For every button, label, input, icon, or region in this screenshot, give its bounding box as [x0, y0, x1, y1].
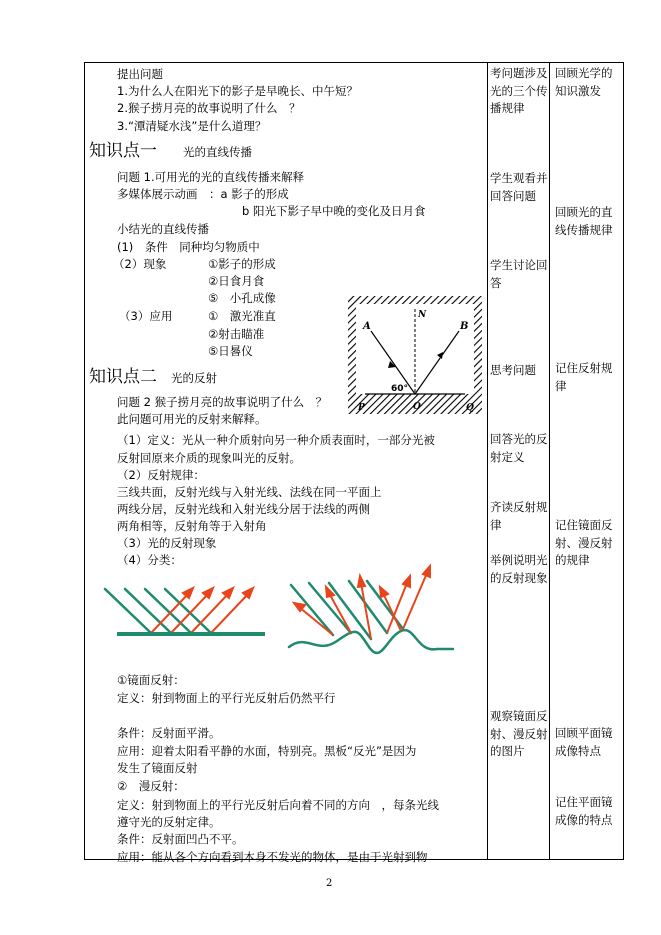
lesson-table: [84, 62, 624, 864]
text-line: 多媒体展示动画 ：a 影子的形成: [117, 187, 289, 201]
design-intent-6: 记住平面镜成像的特点: [555, 795, 613, 827]
text-line: 小结光的直线传播: [117, 222, 209, 236]
text-line: （4）分类：: [117, 553, 182, 567]
reflection-diagram: [347, 295, 483, 415]
label-n: N: [418, 310, 427, 320]
section-title-1: 光的直线传播: [183, 145, 252, 159]
text-line: 提出问题: [117, 67, 163, 81]
text-line: ②射击瞄准: [208, 327, 265, 341]
text-line: （3）光的反射现象: [117, 536, 217, 550]
text-line: 3.“潭清疑水浅”是什么道理？: [117, 119, 267, 133]
label-b: B: [460, 321, 469, 332]
text-line: 1.为什么人在阳光下的影子是早晚长、中午短？: [117, 84, 358, 98]
text-line: 发生了镜面反射: [117, 761, 198, 775]
student-activity-6: 齐读反射规律: [490, 500, 548, 532]
text-line: 条件：反射面凹凸不平。: [117, 832, 244, 846]
column-divider-1: [487, 63, 488, 859]
text-line: 定义：射到物面上的平行光反射后向着不同的方向 ，每条光线: [117, 798, 439, 812]
text-line: ⑤日晷仪: [208, 344, 253, 358]
text-line: 遵守光的反射定律。: [117, 815, 221, 829]
section-title-2: 光的反射: [171, 371, 217, 385]
student-activity-5: 回答光的反射定义: [490, 432, 548, 464]
text-line: 定义：射到物面上的平行光反射后仍然平行: [117, 691, 336, 705]
text-line: 条件：反射面平滑。: [117, 726, 221, 740]
text-line: 两角相等，反射角等于入射角: [117, 519, 267, 533]
smooth-surface: [117, 632, 265, 636]
student-activity-3: 学生讨论回答: [490, 258, 548, 290]
text-line: 应用：迎着太阳看平静的水面，特别亮。黑板“反光”是因为: [117, 744, 417, 758]
specular-reflection-illustration: [101, 575, 269, 643]
student-activity-4: 思考问题: [490, 363, 536, 377]
section-heading-2: 知识点二: [89, 367, 157, 387]
text-line: 三线共面，反射光线与入射光线、法线在同一平面上: [117, 485, 382, 499]
design-intent-3: 记住反射规律: [555, 361, 613, 393]
text-line: (1) 条件 同种均匀物质中: [117, 240, 260, 254]
design-intent-5: 回顾平面镜成像特点: [555, 726, 613, 758]
label-o: O: [413, 402, 421, 412]
text-line: ②日食月食: [208, 274, 265, 288]
text-line: ⑤ 小孔成像: [208, 291, 276, 305]
design-intent-4: 记住镜面反射、漫反射的规律: [555, 518, 613, 567]
student-activity-8: 观察镜面反射、漫反射的图片: [490, 709, 548, 758]
text-line: 此问题可用光的反射来解释。: [117, 412, 267, 426]
label-a: A: [363, 321, 371, 332]
design-intent-1: 回顾光学的知识激发: [555, 66, 613, 98]
text-line: 问题 1.可用光的光的直线传播来解释: [117, 170, 305, 184]
text-line: 应用：能从各个方向看到本身不发光的物体，是由于光射到物: [117, 850, 428, 864]
text-line: （1）定义：光从一种介质射向另一种介质表面时，一部分光被: [117, 433, 435, 447]
text-line: b 阳光下影子早中晚的变化及日月食: [242, 204, 426, 218]
text-line: 问题 2 猴子捞月亮的故事说明了什么 ？: [117, 395, 328, 409]
text-line: ① 激光准直: [208, 309, 276, 323]
text-line: （2）现象: [113, 257, 167, 271]
text-line: 2.猴子捞月亮的故事说明了什么 ？: [117, 101, 301, 115]
label-q: Q: [466, 403, 474, 413]
student-activity-2: 学生观看并回答问题: [490, 171, 548, 203]
text-line: ② 漫反射：: [117, 779, 185, 793]
student-activity-1: 考问题涉及光的三个传播规律: [490, 66, 548, 115]
text-line: ①镜面反射：: [117, 673, 185, 687]
text-line: （3）应用: [119, 309, 173, 323]
label-angle: 60°: [391, 384, 409, 394]
text-line: 反射回原来介质的现象叫光的反射。: [117, 451, 301, 465]
text-line: （2）反射规律：: [117, 468, 205, 482]
text-line: ①影子的形成: [208, 257, 276, 271]
section-heading-1: 知识点一: [89, 141, 157, 161]
student-activity-7: 举例说明光的反射现象: [490, 553, 548, 585]
text-line: 两线分居，反射光线和入射光线分居于法线的两侧: [117, 502, 370, 516]
design-intent-2: 回顾光的直线传播规律: [555, 205, 613, 237]
mirror-surface: [365, 394, 465, 400]
diffuse-reflection-illustration: [277, 563, 467, 661]
page-number: 2: [326, 878, 333, 889]
label-p: P: [358, 403, 365, 413]
